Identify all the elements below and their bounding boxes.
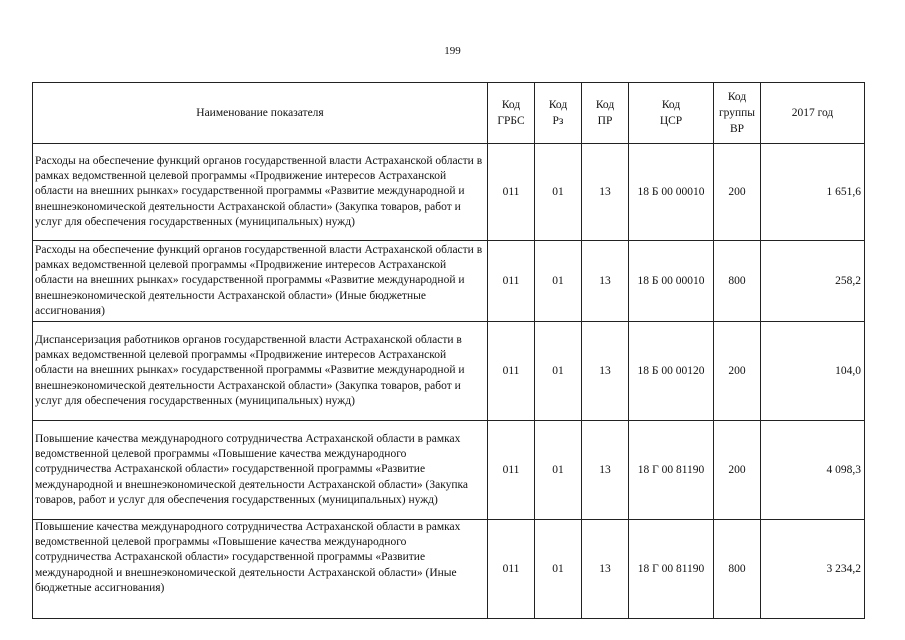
row-pr: 13 (582, 144, 629, 241)
row-pr: 13 (582, 520, 629, 619)
row-vr: 200 (714, 322, 761, 421)
row-amount: 104,0 (761, 322, 865, 421)
row-name: Расходы на обеспечение функций органов государственной власти Астраханской области в рамках ведомственной целевой программы «Продвижение интересов Астраханской области на внешних рынках» государственной программы «Развитие международной и внешнеэкономической деятельности Астраханской области» (Закупка товаров, работ и услуг для обеспечения государственных (муниципальных) нужд) (33, 144, 488, 241)
row-csr: 18 Б 00 00010 (629, 144, 714, 241)
page-number: 199 (444, 45, 461, 57)
row-grbs: 011 (488, 144, 535, 241)
header-pr: Код ПР (582, 83, 629, 144)
row-grbs: 011 (488, 520, 535, 619)
row-pr: 13 (582, 322, 629, 421)
header-year: 2017 год (761, 83, 865, 144)
row-amount: 1 651,6 (761, 144, 865, 241)
row-csr: 18 Б 00 00120 (629, 322, 714, 421)
row-rz: 01 (535, 241, 582, 322)
budget-table (32, 82, 865, 619)
row-name: Расходы на обеспечение функций органов государственной власти Астраханской области в рамках ведомственной целевой программы «Продвижение интересов Астраханской области на внешних рынках» государственной программы «Развитие международной и внешнеэкономической деятельности Астраханской области» (Иные бюджетные ассигнования) (33, 241, 488, 322)
row-csr: 18 Г 00 81190 (629, 421, 714, 520)
table-row (33, 241, 865, 322)
row-grbs: 011 (488, 241, 535, 322)
header-name: Наименование показателя (33, 83, 488, 144)
row-vr: 800 (714, 520, 761, 619)
table-row (33, 520, 865, 619)
row-grbs: 011 (488, 421, 535, 520)
row-rz: 01 (535, 144, 582, 241)
row-vr: 800 (714, 241, 761, 322)
row-vr: 200 (714, 421, 761, 520)
row-rz: 01 (535, 520, 582, 619)
row-csr: 18 Б 00 00010 (629, 241, 714, 322)
row-amount: 258,2 (761, 241, 865, 322)
row-pr: 13 (582, 421, 629, 520)
row-rz: 01 (535, 421, 582, 520)
header-csr: Код ЦСР (629, 83, 714, 144)
header-rz: Код Рз (535, 83, 582, 144)
row-amount: 3 234,2 (761, 520, 865, 619)
row-amount: 4 098,3 (761, 421, 865, 520)
row-csr: 18 Г 00 81190 (629, 520, 714, 619)
row-name: Повышение качества международного сотрудничества Астраханской области в рамках ведомственной целевой программы «Повышение качества международного сотрудничества Астраханской области» государственной программы «Развитие международной и внешнеэкономической деятельности Астраханской области» (Закупка товаров, работ и услуг для обеспечения государственных (муниципальных) нужд) (33, 421, 488, 520)
row-rz: 01 (535, 322, 582, 421)
table-row (33, 421, 865, 520)
table-row (33, 322, 865, 421)
row-vr: 200 (714, 144, 761, 241)
table-header-row (33, 83, 865, 144)
row-grbs: 011 (488, 322, 535, 421)
header-grbs: Код ГРБС (488, 83, 535, 144)
row-name: Повышение качества международного сотрудничества Астраханской области в рамках ведомственной целевой программы «Повышение качества международного сотрудничества Астраханской области» государственной программы «Развитие международной и внешнеэкономической деятельности Астраханской области» (Иные бюджетные ассигнования) (33, 520, 488, 619)
row-pr: 13 (582, 241, 629, 322)
row-name: Диспансеризация работников органов государственной власти Астраханской области в рамках ведомственной целевой программы «Продвижение интересов Астраханской области на внешних рынках» государственной программы «Развитие международной и внешнеэкономической деятельности Астраханской области» (Закупка товаров, работ и услуг для обеспечения государственных (муниципальных) нужд) (33, 322, 488, 421)
header-vr: Код группы ВР (714, 83, 761, 144)
table-row (33, 144, 865, 241)
